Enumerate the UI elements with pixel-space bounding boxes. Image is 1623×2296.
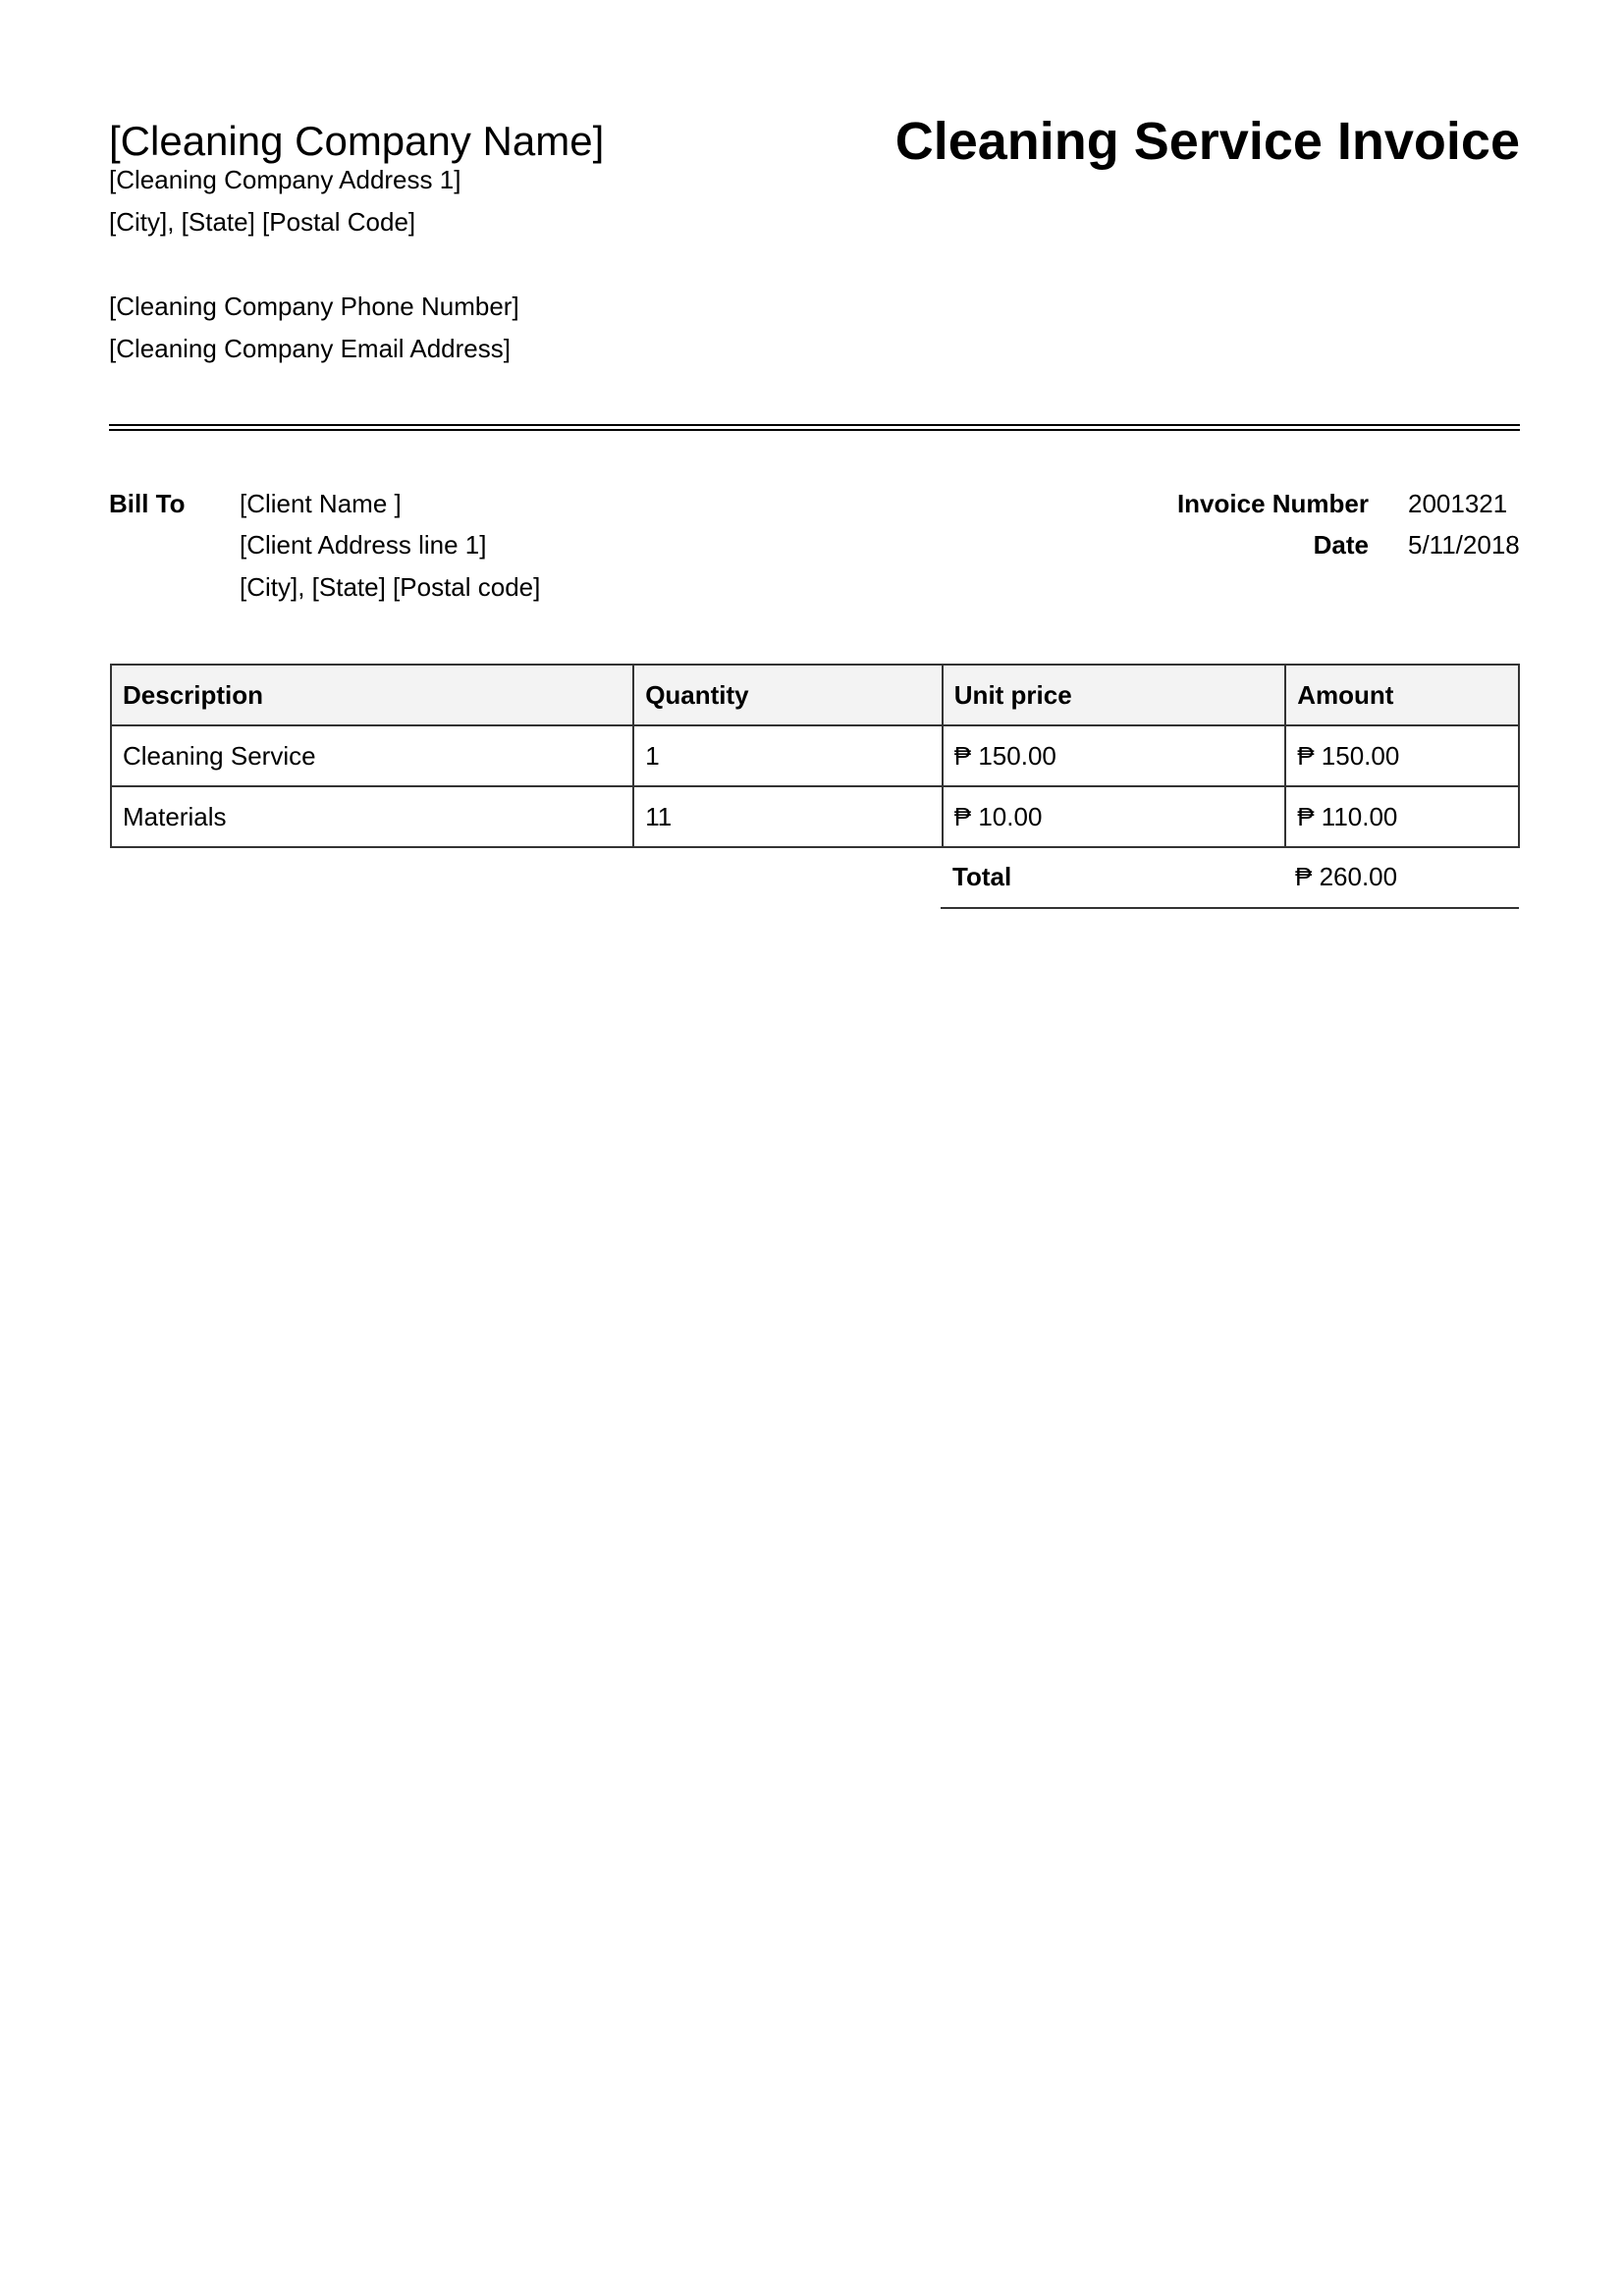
header-description: Description [111, 665, 633, 725]
cell-amount: ₱ 110.00 [1285, 786, 1519, 847]
cell-description: Cleaning Service [111, 725, 633, 786]
date-label: Date [1313, 530, 1369, 560]
cell-unit-price: ₱ 10.00 [943, 786, 1285, 847]
header-unit-price: Unit price [943, 665, 1285, 725]
company-email: [Cleaning Company Email Address] [109, 334, 511, 363]
header-divider [109, 424, 1520, 431]
client-city-state-zip: [City], [State] [Postal code] [240, 572, 541, 602]
cell-description: Materials [111, 786, 633, 847]
total-underline [941, 907, 1519, 909]
table-row [111, 725, 1519, 786]
total-label: Total [952, 862, 1012, 891]
cell-quantity: 11 [633, 786, 943, 847]
company-address: [Cleaning Company Address 1] [109, 165, 461, 194]
header-quantity: Quantity [633, 665, 943, 725]
cell-quantity: 1 [633, 725, 943, 786]
invoice-number-label: Invoice Number [1176, 489, 1369, 518]
cell-unit-price: ₱ 150.00 [943, 725, 1285, 786]
company-city-state-zip: [City], [State] [Postal Code] [109, 207, 416, 237]
client-address: [Client Address line 1] [240, 530, 487, 560]
invoice-number: 2001321 [1408, 489, 1508, 518]
total-value: ₱ 260.00 [1295, 862, 1398, 891]
company-phone: [Cleaning Company Phone Number] [109, 292, 519, 321]
header-amount: Amount [1285, 665, 1519, 725]
invoice-date: 5/11/2018 [1408, 530, 1520, 560]
line-items-table [110, 664, 1520, 848]
client-name: [Client Name ] [240, 489, 402, 518]
table-row [111, 786, 1519, 847]
company-name: [Cleaning Company Name] [109, 118, 605, 164]
bill-to-label: Bill To [109, 489, 186, 518]
invoice-title: Cleaning Service Invoice [894, 112, 1520, 171]
cell-amount: ₱ 150.00 [1285, 725, 1519, 786]
table-header-row [111, 665, 1519, 725]
